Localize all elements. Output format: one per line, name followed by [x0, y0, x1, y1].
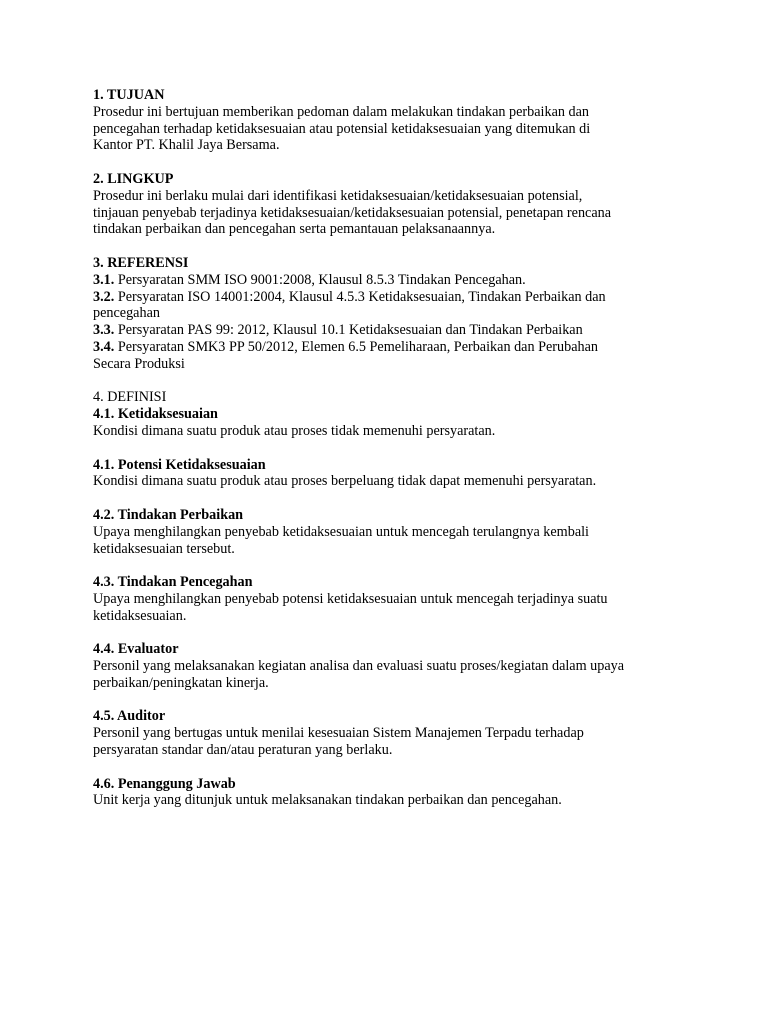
reference-item	[93, 289, 693, 306]
section-tujuan	[93, 87, 693, 154]
tujuan-line: pencegahan terhadap ketidaksesuaian atau potensial ketidaksesuaian yang ditemukan di	[93, 120, 591, 137]
definition-text: Kondisi dimana suatu produk atau proses berpeluang tidak dapat memenuhi persyaratan.	[93, 473, 597, 490]
section-definisi	[93, 389, 693, 809]
tujuan-line: Kantor PT. Khalil Jaya Bersama.	[93, 137, 280, 154]
lingkup-line: tinjauan penyebab terjadinya ketidaksesuaian/ketidaksesuaian potensial, penetapan rencana	[93, 204, 612, 221]
document-page	[93, 87, 693, 826]
section-lingkup	[93, 171, 693, 238]
section-heading-tujuan: 1. TUJUAN	[93, 87, 165, 103]
definition-term: 4.4. Evaluator	[93, 641, 179, 658]
definition-term: 4.1. Ketidaksesuaian	[93, 406, 218, 423]
reference-item	[93, 272, 693, 289]
definition-text: perbaikan/peningkatan kinerja.	[93, 674, 269, 691]
definition-text: Upaya menghilangkan penyebab potensi ketidaksesuaian untuk mencegah terjadinya suatu	[93, 590, 608, 607]
reference-number: 3.3.	[93, 322, 115, 339]
definition-item	[93, 457, 693, 491]
lingkup-line: Prosedur ini berlaku mulai dari identifikasi ketidaksesuaian/ketidaksesuaian potensial,	[93, 187, 583, 204]
definition-text: ketidaksesuaian tersebut.	[93, 540, 235, 557]
reference-text: Persyaratan SMK3 PP 50/2012, Elemen 6.5 Pemeliharaan, Perbaikan dan Perubahan	[117, 338, 598, 355]
section-heading-referensi: 3. REFERENSI	[93, 254, 189, 271]
definition-item	[93, 406, 693, 440]
reference-item	[93, 339, 693, 356]
definition-item	[93, 776, 693, 810]
definition-text: Kondisi dimana suatu produk atau proses tidak memenuhi persyaratan.	[93, 422, 496, 439]
definition-term: 4.6. Penanggung Jawab	[93, 775, 236, 792]
definition-text: ketidaksesuaian.	[93, 607, 187, 624]
definition-term: 4.5. Auditor	[93, 708, 166, 725]
reference-item	[93, 322, 693, 339]
definition-term: 4.1. Potensi Ketidaksesuaian	[93, 456, 266, 473]
definition-item	[93, 574, 693, 624]
definition-item	[93, 641, 693, 691]
reference-number: 3.1.	[93, 271, 115, 288]
definition-text: Upaya menghilangkan penyebab ketidaksesuaian untuk mencegah terulangnya kembali	[93, 523, 589, 540]
reference-text-continued: pencegahan	[93, 305, 160, 322]
definition-text: persyaratan standar dan/atau peraturan yang berlaku.	[93, 742, 393, 759]
reference-number: 3.4.	[93, 338, 115, 355]
definition-text: Personil yang melaksanakan kegiatan analisa dan evaluasi suatu proses/kegiatan dalam upaya	[93, 658, 625, 675]
definition-item	[93, 507, 693, 557]
section-heading-definisi: 4. DEFINISI	[93, 389, 167, 406]
reference-text-continued: Secara Produksi	[93, 355, 185, 372]
definition-term: 4.3. Tindakan Pencegahan	[93, 574, 253, 591]
reference-text: Persyaratan PAS 99: 2012, Klausul 10.1 Ketidaksesuaian dan Tindakan Perbaikan	[117, 322, 583, 339]
section-referensi	[93, 255, 693, 373]
tujuan-line: Prosedur ini bertujuan memberikan pedoman dalam melakukan tindakan perbaikan dan	[93, 103, 590, 120]
definition-text: Personil yang bertugas untuk menilai kesesuaian Sistem Manajemen Terpadu terhadap	[93, 725, 584, 742]
lingkup-line: tindakan perbaikan dan pencegahan serta pemantauan pelaksanaannya.	[93, 221, 496, 238]
reference-text: Persyaratan SMM ISO 9001:2008, Klausul 8.5.3 Tindakan Pencegahan.	[117, 271, 526, 288]
reference-number: 3.2.	[93, 288, 115, 305]
definition-item	[93, 708, 693, 758]
definition-term: 4.2. Tindakan Perbaikan	[93, 506, 244, 523]
reference-text: Persyaratan ISO 14001:2004, Klausul 4.5.3 Ketidaksesuaian, Tindakan Perbaikan dan	[117, 288, 606, 305]
section-heading-lingkup: 2. LINGKUP	[93, 170, 174, 187]
definition-text: Unit kerja yang ditunjuk untuk melaksanakan tindakan perbaikan dan pencegahan.	[93, 792, 562, 809]
